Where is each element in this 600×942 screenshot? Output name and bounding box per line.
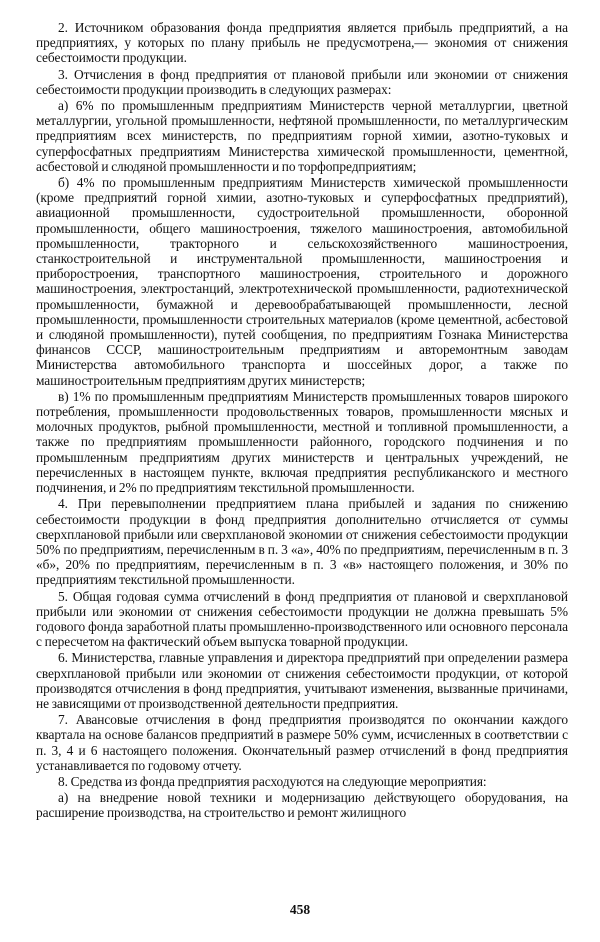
page-number: 458: [289, 902, 311, 917]
paragraph-3b: б) 4% по промышленным предприятиям Министерств химической промышленности (кроме предприятий горной химии, азотно-туковых и суперфосфатных предприятий), авиационной промышленности, судостроительной промышленности, оборонной промышленности, общего машиностроения, тяжелого машиностроения, автомобильной промышленности, тракторного и сельскохозяйственного машиностроения, станкостроительной и инструментальной промышленности, машиностроения и приборостроения, транспортного машиностроения, строительного и дорожного машиностроения, электростанций, электротехнической промышленности, радиотехнической промышленности, бумажной и деревообрабатывающей промышленности, лесной промышленности, промышленности строительных материалов (кроме цементной, асбестовой и слюдяной промышленности), путей сообщения, по предприятиям Гознака Министерства финансов СССР, машиностроительным предприятиям и авторемонтным заводам Министерства автомобильного транспорта и шоссейных дорог, а также по машиностроительным предприятиям других министерств;: [36, 175, 568, 388]
paragraph-2-source: 2. Источником образования фонда предприятия является прибыль предприятий, а на предприятиях, у которых по плану прибыль не предусмотрена,— экономия от снижения себестоимости продукции.: [36, 20, 568, 66]
paragraph-8-spending: 8. Средства из фонда предприятия расходуются на следующие мероприятия:: [58, 773, 487, 789]
paragraph-7-advance: 7. Авансовые отчисления в фонд предприятия производятся по окончании каждого квартала на основе балансов предприятий в размере 50% сумм, исчисленных в соответствии с п. 3, 4 и 6 настоящего положения. Окончательный размер отчислений в фонд предприятия устанавливается по годовому отчету.: [36, 712, 568, 773]
paragraph-8a: а) на внедрение новой техники и модернизацию действующего оборудования, на расширение производства, на строительство и ремонт жилищного: [36, 790, 568, 821]
paragraph-6-ministries: 6. Министерства, главные управления и директора предприятий при определении размера сверхплановой прибыли или экономии от снижения себестоимости продукции, от которой производятся отчисления в фонд предприятия, учитывают изменения, вызванные причинами, не зависящими от производственной деятельности предприятия.: [36, 650, 568, 711]
paragraph-3a: а) 6% по промышленным предприятиям Министерств черной металлургии, цветной металлургии, угольной промышленности, нефтяной промышленности, по металлургическим предприятиям всех министерств, по предприятиям горной химии, азотно-туковых и суперфосфатных предприятиям Министерства химической промышленности, цементной, асбестовой и слюдяной промышленности и по торфопредприятиям;: [36, 98, 568, 174]
paragraph-3-rates: 3. Отчисления в фонд предприятия от плановой прибыли или экономии от снижения себестоимости продукции производить в следующих размерах:: [36, 66, 568, 97]
paragraph-4-overfulfillment: 4. При перевыполнении предприятием плана прибылей и задания по снижению себестоимости продукции в фонд предприятия дополнительно отчисляется от суммы сверхплановой прибыли или сверхплановой экономии от снижения себестоимости продукции 50% по предприятиям, перечисленным в п. 3 «а», 40% по предприятиям, перечисленным в п. 3 «б», 20% по предприятиям, перечисленным в п. 3 «в» настоящего положения, и 30% по предприятиям текстильной промышленности.: [36, 496, 568, 588]
paragraph-5-annual-cap: 5. Общая годовая сумма отчислений в фонд предприятия от плановой и сверхплановой прибыли или экономии от снижения себестоимости продукции не должна превышать 5% годового фонда заработной платы промышленно-производственного или основного персонала с пересчетом на фактический объем выпуска товарной продукции.: [36, 588, 568, 650]
paragraph-3v: в) 1% по промышленным предприятиям Министерств промышленных товаров широкого потребления, промышленности продовольственных товаров, промышленности мясных и молочных продуктов, рыбной промышленности, местной и топливной промышленности, а также по предприятиям промышленности районного, городского подчинения и по промышленным предприятиям других министерств и центральных учреждений, не перечисленных в настоящем пункте, включая предприятия республиканского и местного подчинения, и 2% по предприятиям текстильной промышленности.: [36, 388, 568, 496]
